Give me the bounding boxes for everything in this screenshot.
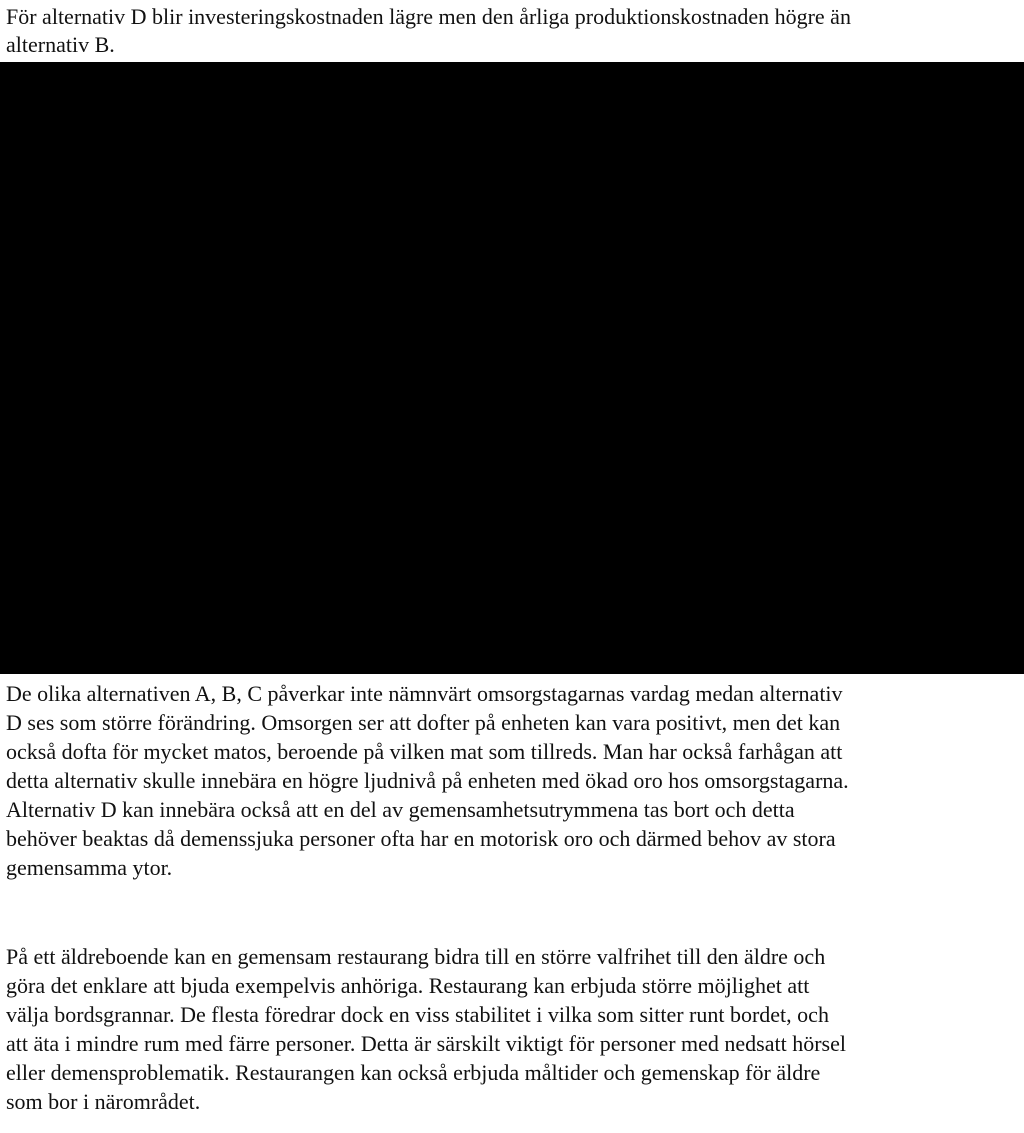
- paragraph-line: att äta i mindre rum med färre personer. Detta är särskilt viktigt för personer med nedsatt hörsel: [6, 1031, 846, 1056]
- paragraph-line: som bor i närområdet.: [6, 1089, 201, 1114]
- intro-line: alternativ B.: [6, 32, 115, 57]
- intro-line: För alternativ D blir investeringskostnaden lägre men den årliga produktionskostnaden högre än: [6, 4, 851, 29]
- paragraph-line: gemensamma ytor.: [6, 855, 173, 880]
- paragraph-line: göra det enklare att bjuda exempelvis anhöriga. Restaurang kan erbjuda större möjlighet att: [6, 973, 810, 998]
- paragraph-line: På ett äldreboende kan en gemensam restaurang bidra till en större valfrihet till den äldre och: [6, 944, 826, 969]
- paragraph-line: välja bordsgrannar. De flesta föredrar dock en viss stabilitet i vilka som sitter runt bordet, och: [6, 1002, 829, 1027]
- redacted-block: [0, 62, 1024, 674]
- paragraph-line: D ses som större förändring. Omsorgen ser att dofter på enheten kan vara positivt, men det kan: [6, 710, 841, 735]
- paragraph-line: behöver beaktas då demenssjuka personer ofta har en motorisk oro och därmed behov av stora: [6, 826, 836, 851]
- paragraph-line: eller demensproblematik. Restaurangen kan också erbjuda måltider och gemenskap för äldre: [6, 1060, 821, 1085]
- paragraph-line: De olika alternativen A, B, C påverkar inte nämnvärt omsorgstagarnas vardag medan alternativ: [6, 681, 843, 706]
- paragraph-line: Alternativ D kan innebära också att en del av gemensamhetsutrymmena tas bort och detta: [6, 797, 795, 822]
- paragraph-line: också dofta för mycket matos, beroende på vilken mat som tillreds. Man har också farhågan att: [6, 739, 843, 764]
- paragraph-line: detta alternativ skulle innebära en högre ljudnivå på enheten med ökad oro hos omsorgstagarna.: [6, 768, 849, 793]
